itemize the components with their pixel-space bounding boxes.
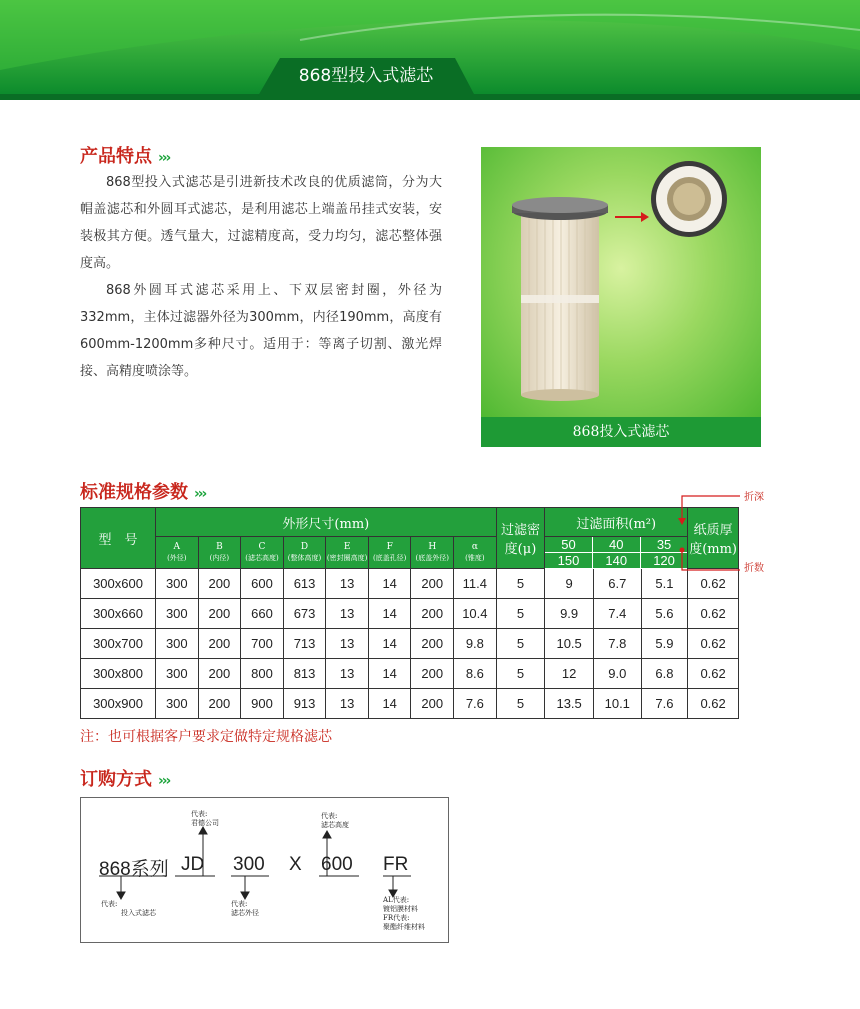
table-row — [81, 689, 739, 719]
note-diameter-1: 代表: — [231, 900, 248, 908]
pleat-depth-40: 40 — [592, 537, 640, 553]
pleat-subtable — [545, 537, 687, 568]
col-h-letter: H — [428, 541, 437, 552]
paper-thickness-header: 纸质厚度(mm) — [688, 508, 739, 569]
table-row — [81, 629, 739, 659]
col-d-sub: (整体高度) — [287, 553, 322, 562]
features-heading — [80, 142, 169, 168]
double-chevron-icon: ››› — [158, 773, 170, 789]
table-row — [81, 599, 739, 629]
col-e-letter: E — [343, 541, 351, 552]
table-cell: 300 — [156, 629, 199, 659]
order-code-series: 868系列 — [99, 859, 169, 880]
table-cell: 0.62 — [688, 689, 739, 719]
note-material-2: 镀铝膜材料 — [383, 905, 418, 913]
col-b-sub: (内径) — [209, 553, 230, 562]
col-f-header — [368, 537, 411, 569]
table-cell: 7.6 — [454, 689, 497, 719]
col-alpha-sub: (锥度) — [465, 553, 485, 562]
note-height-2: 滤芯高度 — [321, 821, 349, 829]
pleat-depth-50: 50 — [545, 537, 592, 553]
table-cell: 10.1 — [593, 689, 641, 719]
col-c-sub: (滤芯高度) — [245, 553, 279, 562]
order-code-diameter: 300 — [233, 854, 265, 875]
table-cell: 673 — [283, 599, 326, 629]
col-alpha-header — [454, 537, 497, 569]
specs-heading-text: 标准规格参数 — [80, 482, 188, 503]
table-cell: 813 — [283, 659, 326, 689]
table-cell: 12 — [545, 659, 594, 689]
table-cell: 13 — [326, 629, 369, 659]
table-cell: 0.62 — [688, 569, 739, 599]
table-cell: 200 — [198, 689, 241, 719]
table-cell: 5.9 — [641, 629, 688, 659]
table-cell: 6.8 — [641, 659, 688, 689]
table-cell: 0.62 — [688, 599, 739, 629]
table-cell: 200 — [198, 599, 241, 629]
pleat-annotation-lines — [670, 488, 790, 578]
table-cell: 7.4 — [593, 599, 641, 629]
note-height — [321, 812, 349, 830]
col-d-letter: D — [300, 541, 309, 552]
note-diameter-2: 滤芯外径 — [231, 909, 259, 917]
col-h-sub: (底盖外径) — [415, 553, 449, 562]
note-company — [191, 810, 219, 828]
table-cell: 300x600 — [81, 569, 156, 599]
table-row — [81, 659, 739, 689]
order-heading-text: 订购方式 — [80, 769, 152, 790]
table-cell: 300 — [156, 689, 199, 719]
table-cell: 713 — [283, 629, 326, 659]
table-cell: 5 — [496, 689, 545, 719]
table-cell: 9.0 — [593, 659, 641, 689]
double-chevron-icon: ››› — [158, 150, 170, 166]
table-cell: 14 — [368, 599, 411, 629]
note-material-4: 聚酯纤维材料 — [383, 923, 425, 931]
col-e-sub: (密封圈高度) — [326, 553, 368, 562]
note-company-1: 代表: — [191, 810, 208, 818]
filter-area-header: 过滤面积(m²) — [545, 508, 688, 537]
page-title: 868型投入式滤芯 — [298, 66, 434, 86]
note-company-2: 君德公司 — [191, 819, 219, 827]
table-cell: 300x800 — [81, 659, 156, 689]
outer-size-header: 外形尺寸(mm) — [156, 508, 497, 537]
col-c-header — [241, 537, 284, 569]
table-cell: 5 — [496, 599, 545, 629]
table-cell: 600 — [241, 569, 284, 599]
col-f-sub: (底盖孔径) — [372, 553, 407, 562]
table-cell: 5.6 — [641, 599, 688, 629]
table-cell: 9.9 — [545, 599, 594, 629]
specs-heading — [80, 478, 205, 504]
table-cell: 200 — [411, 599, 454, 629]
pleat-depth-label: 折深 — [744, 492, 764, 503]
features-text — [80, 169, 442, 385]
col-h-header — [411, 537, 454, 569]
spec-table — [80, 507, 739, 719]
table-cell: 14 — [368, 629, 411, 659]
table-cell: 300 — [156, 599, 199, 629]
product-photo-caption: 868投入式滤芯 — [481, 417, 761, 447]
table-cell: 613 — [283, 569, 326, 599]
order-code-diagram — [80, 797, 449, 943]
table-cell: 200 — [411, 689, 454, 719]
spec-note: 注：也可根据客户要求定做特定规格滤芯 — [80, 729, 332, 745]
double-chevron-icon: ››› — [194, 486, 206, 502]
pleat-count-120: 120 — [640, 553, 687, 569]
page-header — [0, 0, 860, 100]
table-cell: 200 — [411, 659, 454, 689]
col-e-header — [326, 537, 369, 569]
spec-header-row-1 — [81, 508, 739, 537]
col-b-letter: B — [216, 541, 223, 552]
table-cell: 300x900 — [81, 689, 156, 719]
table-cell: 200 — [411, 629, 454, 659]
table-cell: 300x660 — [81, 599, 156, 629]
table-cell: 7.6 — [641, 689, 688, 719]
note-type — [101, 900, 156, 918]
table-cell: 700 — [241, 629, 284, 659]
table-cell: 200 — [411, 569, 454, 599]
note-height-1: 代表: — [321, 812, 338, 820]
model-header: 型 号 — [81, 508, 156, 569]
features-paragraph-2: 868外圆耳式滤芯采用上、下双层密封圈，外径为332mm，主体过滤器外径为300mm，内径190mm，高度有600mm-1200mm多种尺寸。适用于：等离子切割、激光焊接、高精度喷涂等。 — [80, 283, 442, 379]
note-material-3: FR代表: — [383, 914, 410, 922]
note-material-1: AL代表: — [383, 896, 410, 904]
table-cell: 900 — [241, 689, 284, 719]
pleat-count-150: 150 — [545, 553, 592, 569]
note-type-1: 代表: — [101, 900, 118, 908]
note-type-2: 投入式滤芯 — [121, 909, 156, 917]
table-cell: 5 — [496, 659, 545, 689]
col-a-sub: (外径) — [167, 553, 187, 562]
table-cell: 300 — [156, 569, 199, 599]
table-cell: 13 — [326, 689, 369, 719]
order-code-material: FR — [383, 854, 409, 875]
table-cell: 10.5 — [545, 629, 594, 659]
product-photo — [476, 142, 766, 452]
table-cell: 13 — [326, 599, 369, 629]
col-alpha-letter: α — [471, 541, 478, 552]
filter-density-header: 过滤密度(μ) — [496, 508, 545, 569]
col-a-letter: A — [173, 541, 181, 552]
table-cell: 913 — [283, 689, 326, 719]
table-cell: 11.4 — [454, 569, 497, 599]
table-cell: 200 — [198, 629, 241, 659]
table-cell: 5 — [496, 569, 545, 599]
col-d-header — [283, 537, 326, 569]
table-cell: 13.5 — [545, 689, 594, 719]
table-cell: 6.7 — [593, 569, 641, 599]
order-heading — [80, 765, 169, 791]
pleat-count-label: 折数 — [744, 563, 764, 574]
table-cell: 9.8 — [454, 629, 497, 659]
spec-header-row-2 — [81, 537, 739, 569]
note-diameter — [231, 900, 259, 918]
filter-cartridge-illustration — [481, 147, 761, 417]
table-cell: 660 — [241, 599, 284, 629]
table-cell: 800 — [241, 659, 284, 689]
table-cell: 10.4 — [454, 599, 497, 629]
pleat-grid — [545, 537, 688, 569]
col-f-letter: F — [386, 541, 393, 552]
table-cell: 5 — [496, 629, 545, 659]
product-photo-background — [481, 147, 761, 417]
table-cell: 200 — [198, 659, 241, 689]
pleat-depth-35: 35 — [640, 537, 687, 553]
table-cell: 14 — [368, 689, 411, 719]
col-c-letter: C — [258, 541, 266, 552]
table-cell: 300 — [156, 659, 199, 689]
order-code-company: JD — [181, 854, 205, 875]
table-cell: 0.62 — [688, 629, 739, 659]
table-cell: 5.1 — [641, 569, 688, 599]
spec-table-body — [81, 569, 739, 719]
order-code-height: 600 — [321, 854, 353, 875]
col-a-header — [156, 537, 199, 569]
features-heading-text: 产品特点 — [80, 146, 152, 167]
pleat-count-140: 140 — [592, 553, 640, 569]
table-cell: 200 — [198, 569, 241, 599]
table-cell: 14 — [368, 659, 411, 689]
table-cell: 7.8 — [593, 629, 641, 659]
table-cell: 13 — [326, 659, 369, 689]
table-cell: 14 — [368, 569, 411, 599]
table-cell: 300x700 — [81, 629, 156, 659]
table-cell: 13 — [326, 569, 369, 599]
features-paragraph-1: 868型投入式滤芯是引进新技术改良的优质滤筒，分为大帽盖滤芯和外圆耳式滤芯，是利用滤芯上端盖吊挂式安装，安装极其方便。透气量大，过滤精度高，受力均匀，滤芯整体强度高。 — [80, 175, 442, 271]
table-cell: 8.6 — [454, 659, 497, 689]
order-code-separator: X — [289, 854, 302, 875]
table-cell: 9 — [545, 569, 594, 599]
col-b-header — [198, 537, 241, 569]
table-row — [81, 569, 739, 599]
table-cell: 0.62 — [688, 659, 739, 689]
note-material — [383, 896, 425, 932]
